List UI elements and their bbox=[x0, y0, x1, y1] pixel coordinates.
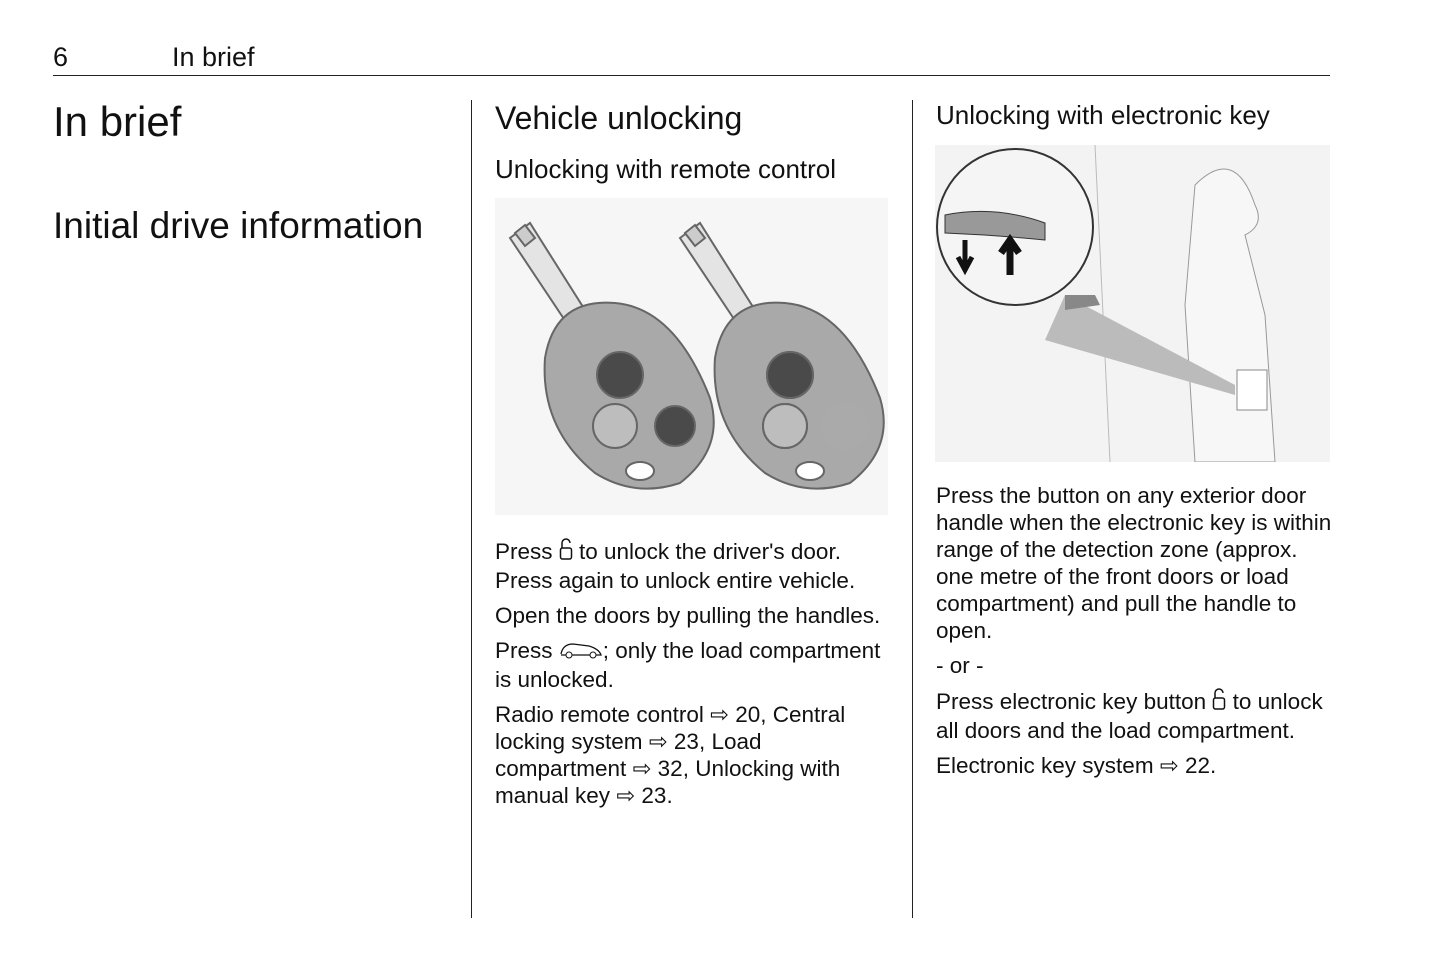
unlock-padlock-icon bbox=[1212, 687, 1226, 717]
paragraph bbox=[936, 752, 1336, 779]
text: Electronic key system bbox=[936, 753, 1160, 778]
text: Radio remote control bbox=[495, 702, 711, 727]
text: Press bbox=[495, 539, 559, 564]
text: Press electronic key button bbox=[936, 689, 1213, 714]
section-title: Initial drive information bbox=[53, 205, 424, 246]
text: 23, Load compartment bbox=[495, 729, 762, 781]
paragraph: - or - bbox=[936, 653, 984, 678]
text: to unlock the driver's door. Press again to unlock entire vehicle. bbox=[495, 539, 856, 593]
running-header: In brief bbox=[172, 42, 255, 72]
text: Press bbox=[495, 638, 559, 663]
paragraph bbox=[495, 537, 895, 594]
electronic-key-illustration bbox=[935, 145, 1330, 462]
text: to unlock all doors and the load compartment. bbox=[936, 689, 1323, 743]
paragraph bbox=[936, 687, 1336, 744]
column-divider bbox=[471, 100, 472, 918]
paragraph: Open the doors by pulling the handles. bbox=[495, 603, 881, 628]
text: 32, Unlocking with manual key bbox=[495, 756, 841, 808]
page-reference-arrow-icon[interactable]: ⇨ bbox=[710, 702, 729, 727]
page-number: 6 bbox=[53, 42, 69, 72]
remote-unlock-instructions bbox=[495, 537, 895, 817]
text: 20, Central locking system bbox=[495, 702, 846, 754]
header-rule bbox=[53, 75, 1330, 76]
van-rear-icon bbox=[559, 639, 603, 666]
remote-key-illustration bbox=[495, 198, 888, 515]
text: 23. bbox=[635, 783, 673, 808]
subsection-heading: Unlocking with remote control bbox=[495, 154, 837, 184]
page-reference-arrow-icon[interactable]: ⇨ bbox=[1159, 753, 1179, 778]
chapter-title: In brief bbox=[53, 98, 182, 145]
section-heading: Vehicle unlocking bbox=[495, 100, 743, 136]
paragraph bbox=[495, 701, 895, 809]
paragraph bbox=[495, 637, 895, 693]
paragraph: Press the button on any exterior door handle when the electronic key is within range of the detection zone (approx. one metre of the front doors or load compartment) and pull the handle to open. bbox=[936, 483, 1332, 643]
page-reference-arrow-icon[interactable]: ⇨ bbox=[648, 729, 668, 754]
page-reference-arrow-icon[interactable]: ⇨ bbox=[632, 756, 652, 781]
unlock-padlock-icon bbox=[559, 537, 573, 567]
page-reference-arrow-icon[interactable]: ⇨ bbox=[616, 783, 636, 808]
text: 22. bbox=[1178, 753, 1217, 778]
text: ; only the load compartment is unlocked. bbox=[495, 638, 881, 692]
column-divider bbox=[912, 100, 913, 918]
electronic-key-instructions bbox=[936, 482, 1336, 787]
subsection-heading: Unlocking with electronic key bbox=[936, 100, 1270, 130]
